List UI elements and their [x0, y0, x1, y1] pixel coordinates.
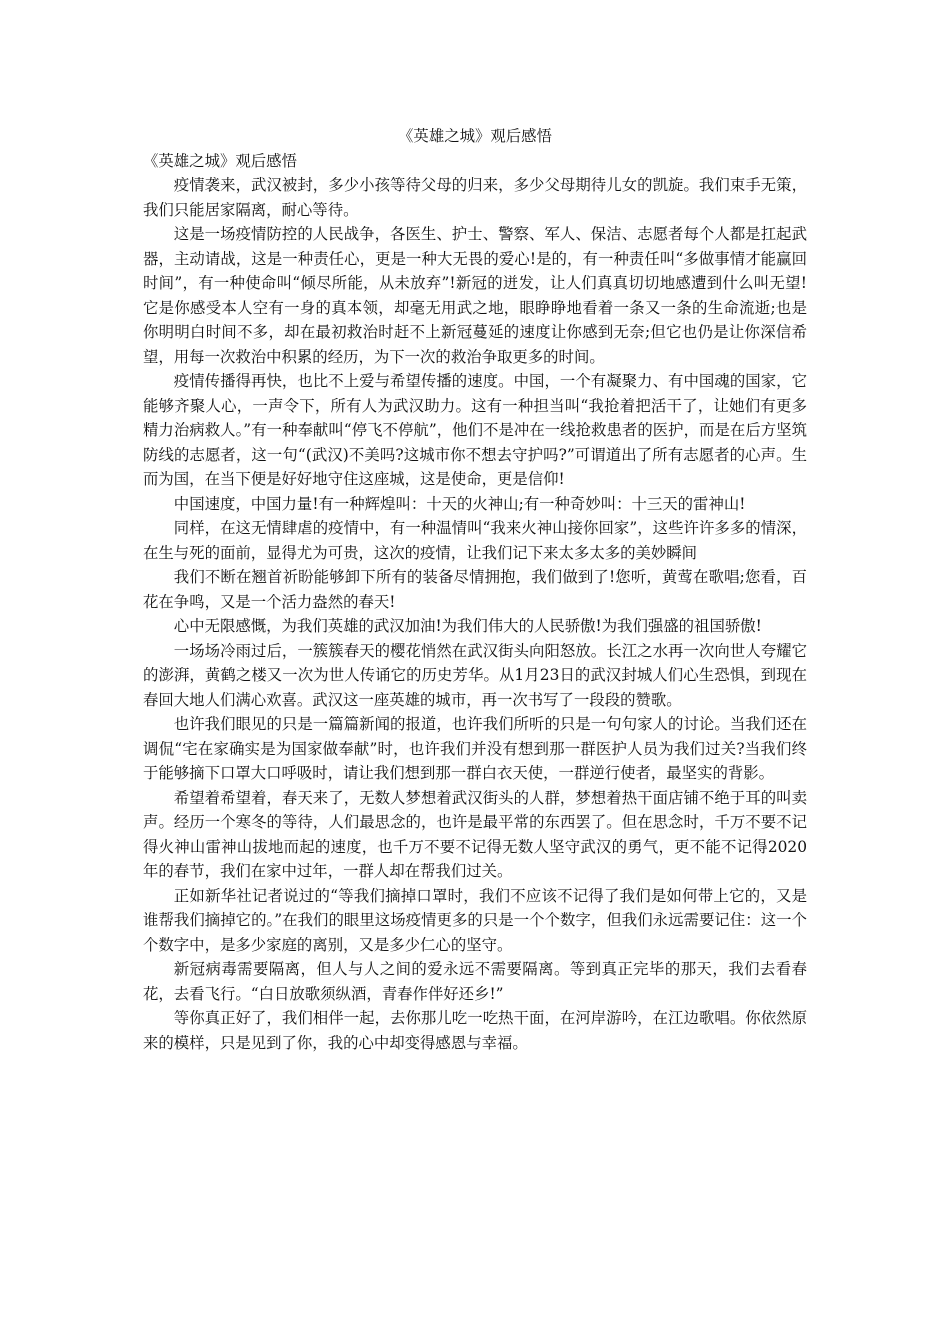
document-page [143, 124, 807, 1055]
paragraph-5: 同样，在这无情肆虐的疫情中，有一种温情叫“我来火神山接你回家”，这些许许多多的情深，在生与死的面前，显得尤为可贵，这次的疫情，让我们记下来太多太多的美妙瞬间 [143, 519, 807, 562]
paragraph-11: 正如新华社记者说过的“等我们摘掉口罩时，我们不应该不记得了我们是如何带上它的，又是谁帮我们摘掉它的。”在我们的眼里这场疫情更多的只是一个个数字，但我们永远需要记住：这一个个数字中，是多少家庭的离别，又是多少仁心的坚守。 [143, 886, 807, 954]
paragraph-6: 我们不断在翘首祈盼能够卸下所有的装备尽情拥抱，我们做到了!您听，黄莺在歌唱;您看，百花在争鸣，又是一个活力盎然的春天! [143, 568, 807, 611]
paragraph-9: 也许我们眼见的只是一篇篇新闻的报道，也许我们所听的只是一句句家人的讨论。当我们还在调侃“宅在家确实是为国家做奉献”时，也许我们并没有想到那一群医护人员为我们过关?当我们终于能够摘下口罩大口呼吸时，请让我们想到那一群白衣天使，一群逆行使者，最坚实的背影。 [143, 715, 807, 782]
paragraph-12: 新冠病毒需要隔离，但人与人之间的爱永远不需要隔离。等到真正完毕的那天，我们去看春花，去看飞行。“白日放歌须纵酒，青春作伴好还乡!” [143, 960, 807, 1003]
paragraph-10: 希望着希望着，春天来了，无数人梦想着武汉街头的人群，梦想着热干面店铺不绝于耳的叫卖声。经历一个寒冬的等待，人们最思念的，也许是最平常的东西罢了。但在思念时，千万不要不记得火神山雷神山拔地而起的速度，也千万不要不记得无数人坚守武汉的勇气，更不能不记得2020年的春节，我们在家中过年，一群人却在帮我们过关。 [143, 788, 807, 880]
paragraph-1: 疫情袭来，武汉被封，多少小孩等待父母的归来，多少父母期待儿女的凯旋。我们束手无策，我们只能居家隔离，耐心等待。 [143, 176, 807, 219]
document-title: 《英雄之城》观后感悟 [398, 127, 552, 145]
paragraph-7: 心中无限感慨，为我们英雄的武汉加油!为我们伟大的人民骄傲!为我们强盛的祖国骄傲! [173, 617, 762, 635]
paragraph-2: 这是一场疫情防控的人民战争，各医生、护士、警察、军人、保洁、志愿者每个人都是扛起武器，主动请战，这是一种责任心，更是一种大无畏的爱心!是的，有一种责任叫“多做事情才能赢回时间”，有一种使命叫“倾尽所能，从未放弃”!新冠的迸发，让人们真真切切地感遭到什么叫无望!它是你感受本人空有一身的真本领，却毫无用武之地，眼睁睁地看着一条又一条的生命流逝;也是你明明白时间不多，却在最初救治时赶不上新冠蔓延的速度让你感到无奈;但它也仍是让你深信希望，用每一次救治中积累的经历，为下一次的救治争取更多的时间。 [143, 225, 807, 366]
paragraph-4: 中国速度，中国力量!有一种辉煌叫：十天的火神山;有一种奇妙叫：十三天的雷神山! [173, 494, 746, 513]
paragraph-8: 一场场冷雨过后，一簇簇春天的樱花悄然在武汉街头向阳怒放。长江之水再一次向世人夸耀它的澎湃，黄鹤之楼又一次为世人传诵它的历史芳华。从1月23日的武汉封城人们心生恐惧，到现在春回大地人们满心欢喜。武汉这一座英雄的城市，再一次书写了一段段的赞歌。 [143, 641, 807, 709]
paragraph-3: 疫情传播得再快，也比不上爱与希望传播的速度。中国，一个有凝聚力、有中国魂的国家，它能够齐聚人心，一声令下，所有人为武汉助力。这有一种担当叫“我抢着把活干了，让她们有更多精力治病救人。”有一种奉献叫“停飞不停航”，他们不是冲在一线抢救患者的医护，而是在后方坚筑防线的志愿者，这一句“(武汉)不美吗?这城市你不想去守护吗?”可谓道出了所有志愿者的心声。生而为国，在当下便是好好地守住这座城，这是使命，更是信仰! [143, 372, 807, 488]
document-subtitle: 《英雄之城》观后感悟 [143, 151, 297, 170]
paragraph-13: 等你真正好了，我们相伴一起，去你那儿吃一吃热干面，在河岸游吟，在江边歌唱。你依然原来的模样，只是见到了你，我的心中却变得感恩与幸福。 [143, 1009, 807, 1052]
